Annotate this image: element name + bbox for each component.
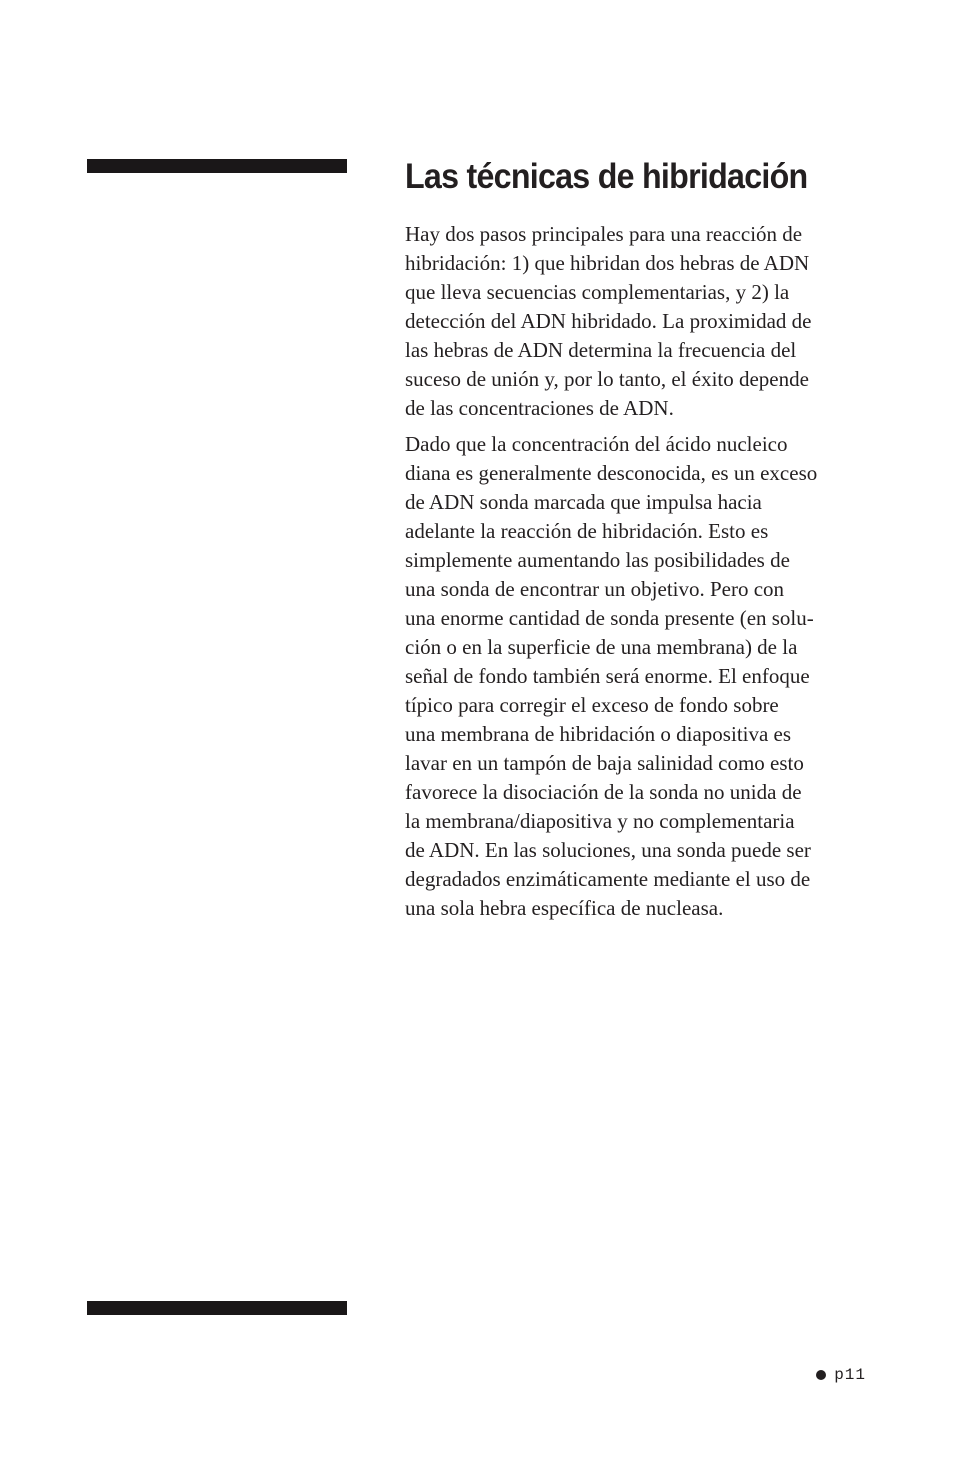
paragraph-line: señal de fondo también será enorme. El enfoque [405, 664, 810, 688]
paragraph-line: Dado que la concentración del ácido nucleico [405, 432, 788, 456]
bottom-rule [87, 1301, 347, 1315]
paragraph-line: lavar en un tampón de baja salinidad como esto [405, 751, 804, 775]
paragraph-line: una sonda de encontrar un objetivo. Pero con [405, 577, 785, 601]
paragraph-line: suceso de unión y, por lo tanto, el éxito depende [405, 367, 809, 391]
top-rule [87, 159, 347, 173]
paragraph-line: típico para corregir el exceso de fondo sobre [405, 693, 779, 717]
page-number: p11 [834, 1366, 866, 1384]
paragraph-line: que lleva secuencias complementarias, y 2) la [405, 280, 790, 304]
paragraph-line: simplemente aumentando las posibilidades de [405, 548, 790, 572]
paragraph-line: la membrana/diapositiva y no complementaria [405, 809, 795, 833]
paragraph-1 [405, 220, 860, 423]
bullet-icon [816, 1370, 826, 1380]
paragraph-line: una membrana de hibridación o diapositiva es [405, 722, 792, 746]
page-footer [816, 1366, 866, 1384]
paragraph-line: las hebras de ADN determina la frecuencia del [405, 338, 797, 362]
paragraph-line: una sola hebra específica de nucleasa. [405, 896, 724, 920]
paragraph-line: Hay dos pasos principales para una reacción de [405, 222, 803, 246]
paragraph-line: favorece la disociación de la sonda no unida de [405, 780, 802, 804]
paragraph-line: hibridación: 1) que hibridan dos hebras de ADN [405, 251, 810, 275]
paragraph-line: degradados enzimáticamente mediante el uso de [405, 867, 811, 891]
paragraph-line: ción o en la superficie de una membrana) de la [405, 635, 798, 659]
paragraph-line: de ADN. En las soluciones, una sonda puede ser [405, 838, 811, 862]
paragraph-line: una enorme cantidad de sonda presente (en solu- [405, 606, 814, 630]
paragraph-line: diana es generalmente desconocida, es un exceso [405, 461, 818, 485]
paragraph-line: adelante la reacción de hibridación. Esto es [405, 519, 769, 543]
paragraph-2 [405, 430, 860, 923]
paragraph-line: detección del ADN hibridado. La proximidad de [405, 309, 812, 333]
paragraph-line: de ADN sonda marcada que impulsa hacia [405, 490, 762, 514]
page-title: Las técnicas de hibridación [405, 157, 808, 196]
paragraph-line: de las concentraciones de ADN. [405, 396, 674, 420]
main-content [405, 150, 860, 930]
